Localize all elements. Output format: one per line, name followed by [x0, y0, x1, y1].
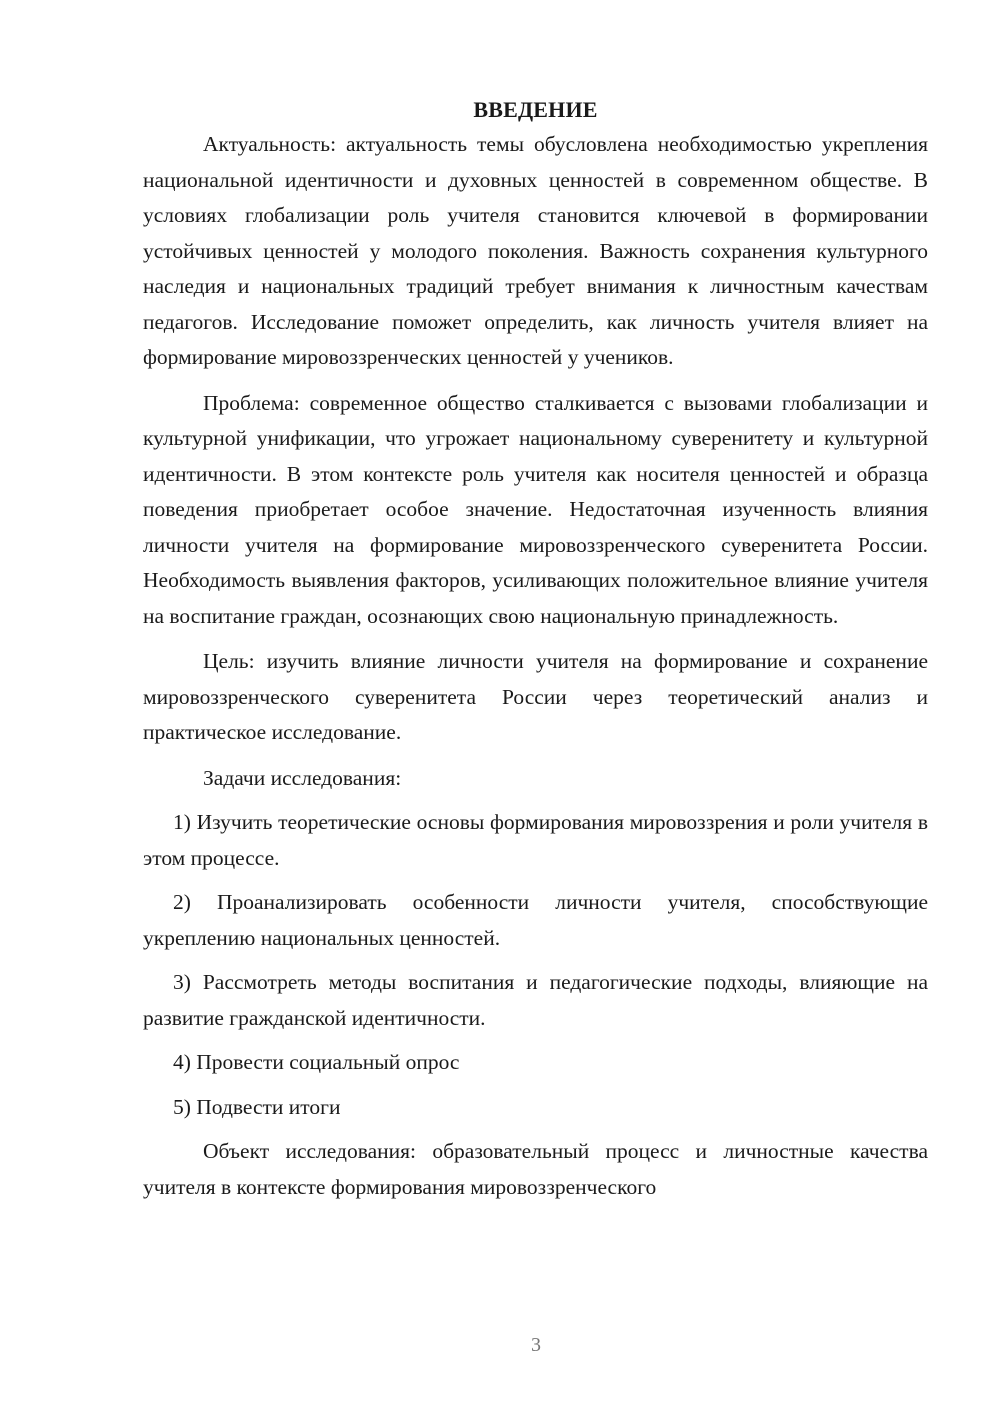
- section-title: ВВЕДЕНИЕ: [473, 97, 598, 122]
- paragraph-relevance: Актуальность: актуальность темы обусловлена необходимостью укрепления национальной идентичности и духовных ценностей в современном обществе. В условиях глобализации роль учителя становится ключевой в формировании устойчивых ценностей у молодого поколения. Важность сохранения культурного наследия и национальных традиций требует внимания к личностным качествам педагогов. Исследование поможет определить, как личность учителя влияет на формирование мировоззренческих ценностей у учеников.: [143, 132, 928, 369]
- page-content: [143, 92, 928, 1205]
- page-number: 3: [531, 1334, 541, 1356]
- task-item-3: 3) Рассмотреть методы воспитания и педагогические подходы, влияющие на развитие гражданской идентичности.: [143, 970, 928, 1030]
- task-item-5: 5) Подвести итоги: [173, 1094, 341, 1119]
- paragraph-object: Объект исследования: образовательный процесс и личностные качества учителя в контексте формирования мировоззренческого: [143, 1139, 928, 1199]
- task-item-1: 1) Изучить теоретические основы формирования мировоззрения и роли учителя в этом процессе.: [143, 810, 928, 870]
- paragraph-tasks-heading: Задачи исследования:: [203, 765, 402, 790]
- task-item-4: 4) Провести социальный опрос: [173, 1050, 460, 1074]
- task-item-2: 2) Проанализировать особенности личности учителя, способствующие укреплению национальных ценностей.: [143, 890, 928, 950]
- paragraph-goal: Цель: изучить влияние личности учителя на формирование и сохранение мировоззренческого суверенитета России через теоретический анализ и практическое исследование.: [143, 649, 928, 744]
- paragraph-problem: Проблема: современное общество сталкивается с вызовами глобализации и культурной унификации, что угрожает национальному суверенитету и культурной идентичности. В этом контексте роль учителя как носителя ценностей и образца поведения приобретает особое значение. Недостаточная изученность влияния личности учителя на формирование мировоззренческого суверенитета России. Необходимость выявления факторов, усиливающих положительное влияние учителя на воспитание граждан, осознающих свою национальную принадлежность.: [143, 390, 928, 628]
